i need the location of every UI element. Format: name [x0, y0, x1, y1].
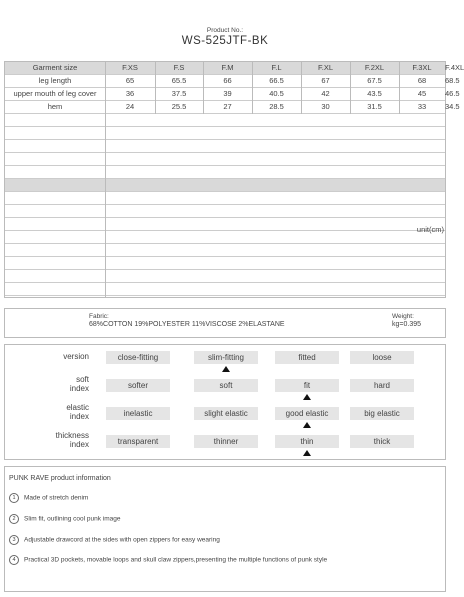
table-row [5, 205, 445, 218]
attribute-option: close-fitting [106, 351, 170, 364]
table-row [5, 192, 445, 205]
column-header: F.3XL [412, 63, 432, 72]
column-header: F.4XL [445, 63, 464, 72]
table-cell: 67.5 [367, 76, 382, 85]
fabric-composition: 68%COTTON 19%POLYESTER 11%VISCOSE 2%ELASTANE [89, 321, 285, 328]
weight-value: kg=0.395 [392, 321, 421, 328]
table-cell: 39 [223, 89, 232, 98]
product-code: WS-525JTF-BK [181, 35, 269, 47]
table-row [5, 75, 460, 88]
attribute-option: thin [275, 435, 339, 448]
table-cell: 67 [321, 76, 330, 85]
table-cell: 68.5 [445, 76, 460, 85]
feature-item [9, 555, 327, 565]
unit-label: unit(cm) [416, 225, 444, 234]
table-cell: 30 [321, 102, 330, 111]
attribute-option: softer [106, 379, 170, 392]
table-row [5, 88, 460, 101]
selected-marker-icon [222, 366, 230, 372]
column-divider [203, 62, 204, 114]
column-divider [399, 62, 400, 114]
column-header: F.L [271, 63, 282, 72]
table-row [5, 179, 445, 192]
feature-text: Adjustable drawcord at the sides with open zippers for easy wearing [24, 536, 220, 544]
column-header: F.XL [317, 63, 333, 72]
size-table [4, 61, 464, 298]
attribute-label [5, 432, 89, 449]
attribute-option: fitted [275, 351, 339, 364]
table-row [5, 270, 445, 283]
row-label: leg length [38, 76, 72, 85]
table-cell: 66.5 [269, 76, 284, 85]
table-row [5, 114, 445, 127]
attribute-label-line: soft [76, 375, 89, 384]
table-row [5, 166, 445, 179]
column-divider [105, 62, 106, 297]
table-cell: 24 [125, 102, 135, 111]
circled-number-icon: 3 [9, 535, 19, 545]
table-cell: 45 [417, 89, 427, 98]
row-label: hem [47, 102, 63, 111]
table-row [5, 231, 445, 244]
column-header: F.S [173, 63, 185, 72]
attribute-option: big elastic [350, 407, 414, 420]
column-header: F.M [221, 63, 234, 72]
table-cell: 33 [417, 102, 427, 111]
feature-text: Made of stretch denim [24, 494, 89, 502]
attribute-option: good elastic [275, 407, 339, 420]
table-cell: 36 [125, 89, 135, 98]
product-info-panel [4, 466, 446, 592]
attribute-label-line: index [69, 411, 89, 421]
table-row [5, 218, 445, 231]
fabric-label: Fabric: [89, 313, 109, 320]
table-cell: 27 [223, 102, 232, 111]
attribute-option: fit [275, 379, 339, 392]
table-cell: 43.5 [367, 89, 382, 98]
attribute-label-line: version [63, 352, 89, 361]
table-row [5, 140, 445, 153]
column-divider [350, 62, 351, 114]
selected-marker-icon [303, 450, 311, 456]
attribute-label [5, 353, 89, 362]
attribute-label-line: thickness [55, 431, 89, 440]
feature-item [9, 535, 220, 545]
column-header: F.XS [122, 63, 138, 72]
circled-number-icon: 2 [9, 514, 19, 524]
attribute-label [5, 376, 89, 393]
column-divider [301, 62, 302, 114]
table-cell: 65.5 [171, 76, 187, 85]
table-cell: 25.5 [171, 102, 187, 111]
table-cell: 40.5 [269, 89, 284, 98]
attribute-option: slight elastic [194, 407, 258, 420]
product-info-title: PUNK RAVE product information [9, 475, 111, 482]
table-row [5, 153, 445, 166]
circled-number-icon: 4 [9, 555, 19, 565]
table-row [5, 127, 445, 140]
attribute-option: slim-fitting [194, 351, 258, 364]
table-row [5, 257, 445, 270]
selected-marker-icon [303, 394, 311, 400]
attribute-option: inelastic [106, 407, 170, 420]
circled-number-icon: 1 [9, 493, 19, 503]
weight-label: Weight: [392, 313, 414, 320]
row-label: upper mouth of leg cover [13, 89, 97, 98]
table-row [5, 283, 445, 296]
table-cell: 28.5 [269, 102, 284, 111]
product-number-label: Product No.: [206, 27, 244, 34]
table-cell: 37.5 [171, 89, 187, 98]
table-cell: 34.5 [445, 102, 460, 111]
feature-item [9, 514, 120, 524]
table-row [5, 101, 460, 114]
attribute-option: thick [350, 435, 414, 448]
attribute-option: hard [350, 379, 414, 392]
table-header-row [5, 62, 464, 75]
table-cell: 42 [321, 89, 330, 98]
table-cell: 46.5 [445, 89, 460, 98]
table-cell: 65 [125, 76, 135, 85]
feature-item [9, 493, 88, 503]
attribute-label-line: elastic [66, 403, 89, 412]
table-cell: 68 [417, 76, 427, 85]
feature-text: Practical 3D pockets, movable loops and skull claw zippers,presenting the multiple functions of punk style [24, 556, 328, 564]
feature-text: Slim fit, outlining cool punk image [24, 515, 121, 523]
table-cell: 31.5 [367, 102, 382, 111]
attribute-option: soft [194, 379, 258, 392]
column-divider [252, 62, 253, 114]
attribute-option: thinner [194, 435, 258, 448]
table-row [5, 244, 445, 257]
column-header: Garment size [32, 63, 78, 72]
attribute-label-line: index [69, 383, 89, 393]
column-header: F.2XL [364, 63, 385, 72]
selected-marker-icon [303, 422, 311, 428]
table-cell: 66 [223, 76, 232, 85]
column-divider [155, 62, 156, 114]
attribute-panel [4, 344, 446, 460]
attribute-option: loose [350, 351, 414, 364]
attribute-option: transparent [106, 435, 170, 448]
attribute-label [5, 404, 89, 421]
attribute-label-line: index [69, 439, 89, 449]
